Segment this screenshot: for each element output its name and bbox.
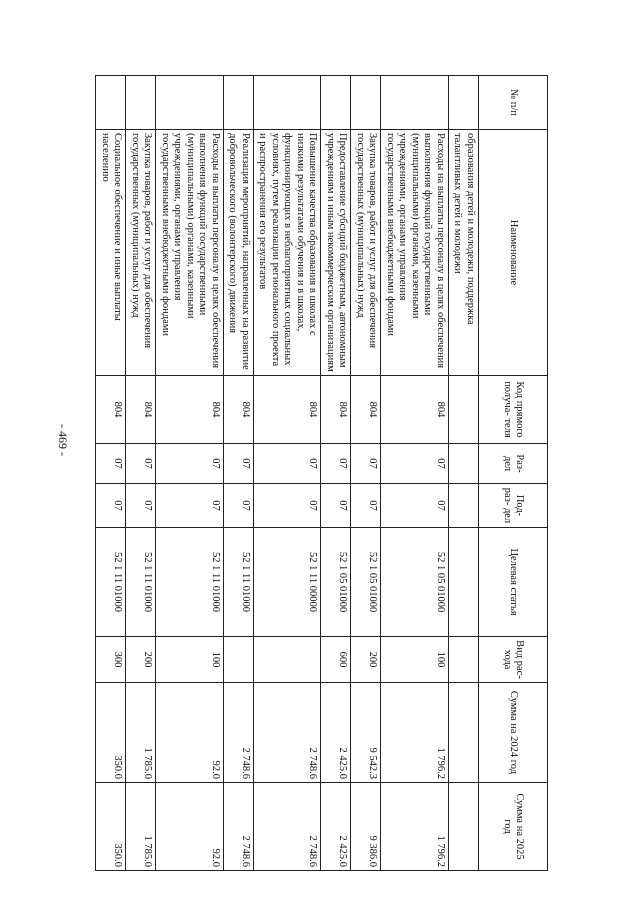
row-article: 52 1 05 01000 bbox=[381, 528, 449, 637]
header-num: № п/п bbox=[479, 76, 548, 130]
row-sum-2024: 2 425.0 bbox=[321, 683, 351, 783]
row-article: 52 1 11 00000 bbox=[254, 528, 322, 637]
row-sum-2024: 1 785.0 bbox=[126, 683, 156, 783]
row-subsection bbox=[449, 484, 479, 528]
row-sum-2024: 9 542.3 bbox=[351, 683, 381, 783]
row-section: 07 bbox=[96, 444, 126, 484]
table-row bbox=[381, 76, 449, 871]
row-article: 52 1 11 01000 bbox=[96, 528, 126, 637]
row-name: Расходы на выплаты персоналу в целях обеспечения выполнения функций государственными (муниципальными) органами, казенными учреждениями, органами управления государственными внебюджетными фондами bbox=[381, 130, 449, 376]
row-expense-type: 300 bbox=[96, 637, 126, 683]
row-section: 07 bbox=[126, 444, 156, 484]
header-name: Наименование bbox=[479, 130, 548, 376]
row-expense-type bbox=[254, 637, 322, 683]
table-row bbox=[96, 76, 126, 871]
row-sum-2025: 9 386.0 bbox=[351, 783, 381, 871]
row-sum-2024 bbox=[449, 683, 479, 783]
row-sum-2025: 1 796.2 bbox=[381, 783, 449, 871]
header-article: Целевая статья bbox=[479, 528, 548, 637]
row-num bbox=[254, 76, 322, 130]
table-row bbox=[126, 76, 156, 871]
row-code: 804 bbox=[224, 376, 254, 444]
row-expense-type: 100 bbox=[381, 637, 449, 683]
row-code: 804 bbox=[321, 376, 351, 444]
row-sum-2025 bbox=[449, 783, 479, 871]
page-number: - 469 - bbox=[56, 424, 70, 456]
row-expense-type: 100 bbox=[156, 637, 224, 683]
row-expense-type: 600 bbox=[321, 637, 351, 683]
row-sum-2024: 1 796.2 bbox=[381, 683, 449, 783]
row-name: образования детей и молодежи, поддержка талантливых детей и молодежи bbox=[449, 130, 479, 376]
table-container bbox=[74, 75, 548, 870]
row-section: 07 bbox=[156, 444, 224, 484]
row-sum-2025: 2 748.6 bbox=[254, 783, 322, 871]
row-name: Закупка товаров, работ и услуг для обеспечения государственных (муниципальных) нужд bbox=[351, 130, 381, 376]
row-num bbox=[156, 76, 224, 130]
row-sum-2024: 2 748.6 bbox=[254, 683, 322, 783]
row-article: 52 1 05 01000 bbox=[321, 528, 351, 637]
row-sum-2024: 350.0 bbox=[96, 683, 126, 783]
row-sum-2025: 2 748.6 bbox=[224, 783, 254, 871]
row-article: 52 1 11 01000 bbox=[126, 528, 156, 637]
row-article bbox=[449, 528, 479, 637]
row-section: 07 bbox=[381, 444, 449, 484]
row-num bbox=[321, 76, 351, 130]
header-section: Раз- дел bbox=[479, 444, 548, 484]
row-article: 52 1 11 01000 bbox=[224, 528, 254, 637]
budget-table bbox=[96, 75, 549, 871]
row-sum-2025: 350.0 bbox=[96, 783, 126, 871]
row-sum-2024: 2 748.6 bbox=[224, 683, 254, 783]
table-row bbox=[449, 76, 479, 871]
table-row bbox=[224, 76, 254, 871]
row-code: 804 bbox=[381, 376, 449, 444]
header-code: Код прямого получа- теля bbox=[479, 376, 548, 444]
header-sum-2024: Сумма на 2024 год bbox=[479, 683, 548, 783]
row-subsection: 07 bbox=[156, 484, 224, 528]
row-code: 804 bbox=[156, 376, 224, 444]
row-num bbox=[381, 76, 449, 130]
row-name: Предоставление субсидий бюджетным, автономным учреждениям и иным некоммерческим организациям bbox=[321, 130, 351, 376]
row-expense-type: 200 bbox=[351, 637, 381, 683]
row-expense-type: 200 bbox=[126, 637, 156, 683]
row-name: Расходы на выплаты персоналу в целях обеспечения выполнения функций государственными (муниципальными) органами, казенными учреждениями, органами управления государственными внебюджетными фондами bbox=[156, 130, 224, 376]
table-row bbox=[321, 76, 351, 871]
row-name: Реализация мероприятий, направленных на развитие добровольческого (волонтерского) движения bbox=[224, 130, 254, 376]
row-sum-2024: 92.0 bbox=[156, 683, 224, 783]
table-header-row bbox=[479, 76, 548, 871]
row-name: Социальное обеспечение и иные выплаты населению bbox=[96, 130, 126, 376]
row-section: 07 bbox=[224, 444, 254, 484]
row-name: Повышение качества образования в школах с низкими результатами обучения и в школах, функционирующих в неблагоприятных социальных условиях, путем реализации регионального проекта и распространения его результатов bbox=[254, 130, 322, 376]
row-code bbox=[449, 376, 479, 444]
row-section: 07 bbox=[254, 444, 322, 484]
row-subsection: 07 bbox=[96, 484, 126, 528]
row-section: 07 bbox=[351, 444, 381, 484]
row-subsection: 07 bbox=[381, 484, 449, 528]
row-subsection: 07 bbox=[126, 484, 156, 528]
row-code: 804 bbox=[351, 376, 381, 444]
row-subsection: 07 bbox=[321, 484, 351, 528]
table-row bbox=[351, 76, 381, 871]
row-subsection: 07 bbox=[254, 484, 322, 528]
header-expense-type: Вид рас- хода bbox=[479, 637, 548, 683]
row-subsection: 07 bbox=[351, 484, 381, 528]
row-sum-2025: 92.0 bbox=[156, 783, 224, 871]
row-code: 804 bbox=[126, 376, 156, 444]
row-section bbox=[449, 444, 479, 484]
row-sum-2025: 1 785.0 bbox=[126, 783, 156, 871]
row-num bbox=[449, 76, 479, 130]
row-code: 804 bbox=[96, 376, 126, 444]
table-row bbox=[254, 76, 322, 871]
row-article: 52 1 11 01000 bbox=[156, 528, 224, 637]
header-sum-2025: Сумма на 2025 год bbox=[479, 783, 548, 871]
row-num bbox=[96, 76, 126, 130]
rotated-page bbox=[74, 75, 548, 870]
row-code: 804 bbox=[254, 376, 322, 444]
row-num bbox=[126, 76, 156, 130]
table-row bbox=[156, 76, 224, 871]
row-num bbox=[351, 76, 381, 130]
row-article: 52 1 05 01000 bbox=[351, 528, 381, 637]
row-name: Закупка товаров, работ и услуг для обеспечения государственных (муниципальных) нужд bbox=[126, 130, 156, 376]
row-subsection: 07 bbox=[224, 484, 254, 528]
row-expense-type bbox=[224, 637, 254, 683]
row-num bbox=[224, 76, 254, 130]
header-subsection: Под- раз- дел bbox=[479, 484, 548, 528]
row-sum-2025: 2 425.0 bbox=[321, 783, 351, 871]
row-expense-type bbox=[449, 637, 479, 683]
row-section: 07 bbox=[321, 444, 351, 484]
